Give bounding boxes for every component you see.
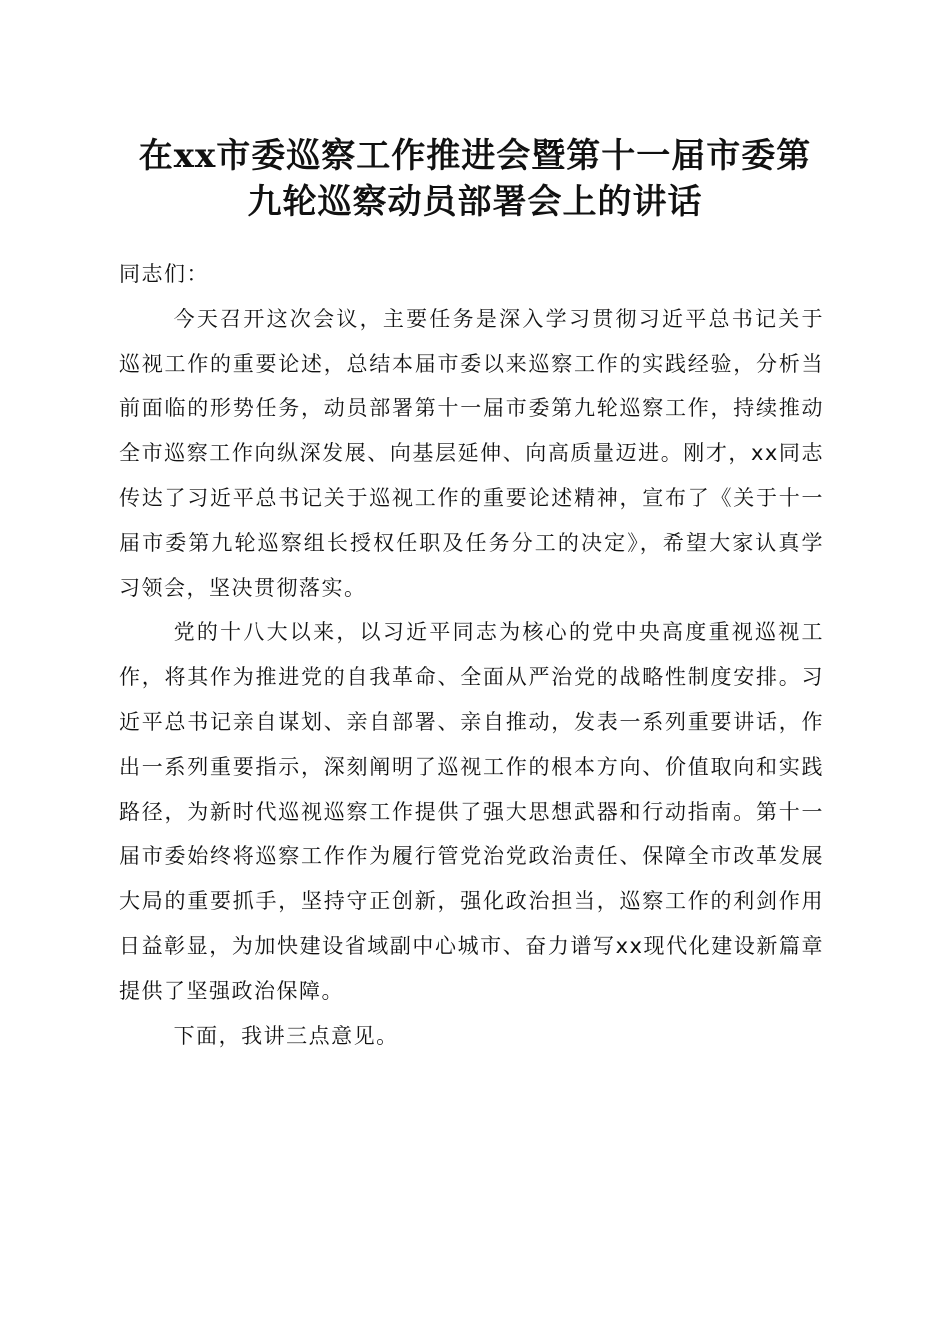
paragraph-2: 党的十八大以来，以习近平同志为核心的党中央高度重视巡视工作，将其作为推进党的自我革命、全面从严治党的战略性制度安排。习近平总书记亲自谋划、亲自部署、亲自推动，发表一系列重要讲话，作出一系列重要指示，深刻阐明了巡视工作的根本方向、价值取向和实践路径，为新时代巡视巡察工作提供了强大思想武器和行动指南。第十一届市委始终将巡察工作作为履行管党治党政治责任、保障全市改革发展大局的重要抓手，坚持守正创新，强化政治担当，巡察工作的利剑作用日益彰显，为加快建设省域副中心城市、奋力谱写xx现代化建设新篇章提供了坚强政治保障。 xyxy=(119,620,824,1003)
paragraph-3: 下面，我讲三点意见。 xyxy=(173,1023,399,1048)
salutation: 同志们： xyxy=(119,262,209,286)
document-title xyxy=(100,133,850,225)
paragraph-1: 今天召开这次会议，主要任务是深入学习贯彻习近平总书记关于巡视工作的重要论述，总结本届市委以来巡察工作的实践经验，分析当前面临的形势任务，动员部署第十一届市委第九轮巡察工作，持续推动全市巡察工作向纵深发展、向基层延伸、向高质量迈进。刚才，xx同志传达了习近平总书记关于巡视工作的重要论述精神，宣布了《关于十一届市委第九轮巡察组长授权任职及任务分工的决定》，希望大家认真学习领会，坚决贯彻落实。 xyxy=(119,306,824,600)
title-line-2: 九轮巡察动员部署会上的讲话 xyxy=(247,182,703,222)
document-body xyxy=(119,252,824,1058)
title-line-1: 在xx市委巡察工作推进会暨第十一届市委第 xyxy=(138,136,812,176)
